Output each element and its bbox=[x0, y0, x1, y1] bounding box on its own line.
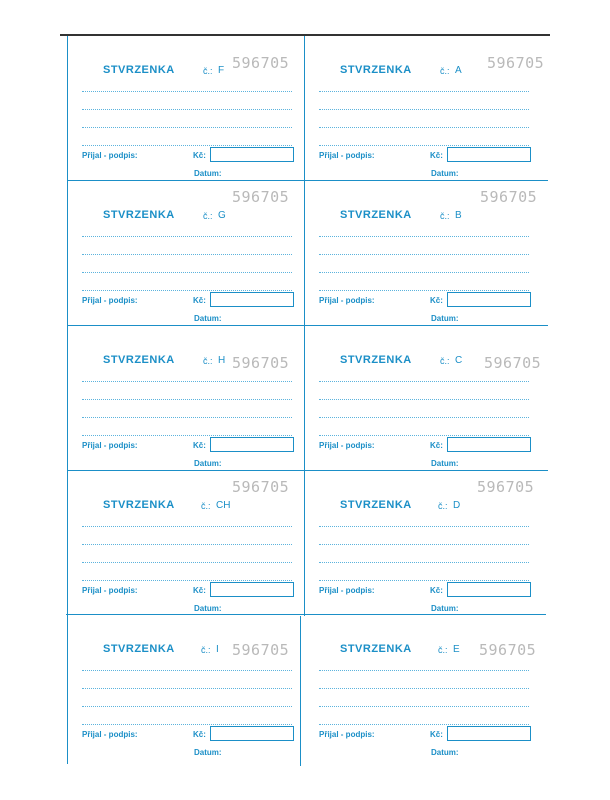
amount-label: Kč: bbox=[193, 151, 206, 160]
writing-line[interactable] bbox=[319, 272, 529, 273]
writing-line[interactable] bbox=[82, 109, 292, 110]
writing-line[interactable] bbox=[82, 580, 292, 581]
serial-number: 596705 bbox=[232, 188, 290, 206]
amount-label: Kč: bbox=[430, 441, 443, 450]
receipt-letter: C bbox=[455, 355, 463, 366]
writing-line[interactable] bbox=[82, 544, 292, 545]
number-label: č.: bbox=[440, 66, 450, 76]
amount-label: Kč: bbox=[193, 441, 206, 450]
writing-line[interactable] bbox=[319, 381, 529, 382]
received-signature-label: Přijal - podpis: bbox=[82, 730, 138, 739]
receipt-8 bbox=[70, 617, 300, 757]
serial-number: 596705 bbox=[479, 641, 537, 659]
date-label: Datum: bbox=[431, 748, 459, 757]
writing-line[interactable] bbox=[319, 435, 529, 436]
left-border bbox=[67, 36, 68, 764]
writing-line[interactable] bbox=[319, 254, 529, 255]
writing-line[interactable] bbox=[82, 145, 292, 146]
amount-label: Kč: bbox=[430, 730, 443, 739]
receipt-3 bbox=[307, 183, 537, 323]
received-signature-label: Přijal - podpis: bbox=[82, 151, 138, 160]
serial-number: 596705 bbox=[484, 354, 542, 372]
center-divider-lower bbox=[300, 616, 301, 766]
writing-line[interactable] bbox=[319, 706, 529, 707]
row-divider-4 bbox=[66, 614, 546, 615]
writing-line[interactable] bbox=[82, 399, 292, 400]
amount-label: Kč: bbox=[430, 296, 443, 305]
row-divider-3 bbox=[67, 470, 548, 471]
receipt-title: STVRZENKA bbox=[340, 643, 412, 655]
writing-line[interactable] bbox=[82, 417, 292, 418]
receipt-title: STVRZENKA bbox=[103, 643, 175, 655]
writing-line[interactable] bbox=[82, 688, 292, 689]
receipt-title: STVRZENKA bbox=[103, 354, 175, 366]
amount-field[interactable] bbox=[210, 147, 294, 162]
writing-line[interactable] bbox=[319, 670, 529, 671]
serial-number: 596705 bbox=[232, 478, 290, 496]
serial-number: 596705 bbox=[480, 188, 538, 206]
date-label: Datum: bbox=[194, 169, 222, 178]
writing-line[interactable] bbox=[82, 724, 292, 725]
row-divider-1 bbox=[68, 180, 548, 181]
receipt-4 bbox=[70, 328, 300, 468]
amount-label: Kč: bbox=[430, 586, 443, 595]
amount-field[interactable] bbox=[447, 292, 531, 307]
date-label: Datum: bbox=[431, 604, 459, 613]
date-label: Datum: bbox=[194, 748, 222, 757]
writing-line[interactable] bbox=[319, 127, 529, 128]
number-label: č.: bbox=[438, 501, 448, 511]
serial-number: 596705 bbox=[487, 54, 545, 72]
center-divider bbox=[304, 36, 305, 616]
receipt-title: STVRZENKA bbox=[340, 209, 412, 221]
received-signature-label: Přijal - podpis: bbox=[82, 441, 138, 450]
receipt-title: STVRZENKA bbox=[103, 209, 175, 221]
amount-label: Kč: bbox=[430, 151, 443, 160]
date-label: Datum: bbox=[431, 459, 459, 468]
row-divider-2 bbox=[67, 325, 548, 326]
date-label: Datum: bbox=[194, 314, 222, 323]
receipt-letter: I bbox=[216, 644, 219, 655]
number-label: č.: bbox=[438, 645, 448, 655]
receipt-1 bbox=[307, 38, 545, 178]
receipt-5 bbox=[307, 328, 542, 468]
amount-field[interactable] bbox=[447, 147, 531, 162]
amount-field[interactable] bbox=[447, 437, 531, 452]
receipt-title: STVRZENKA bbox=[340, 354, 412, 366]
writing-line[interactable] bbox=[82, 381, 292, 382]
writing-line[interactable] bbox=[319, 399, 529, 400]
writing-line[interactable] bbox=[319, 145, 529, 146]
receipt-letter: H bbox=[218, 355, 226, 366]
writing-line[interactable] bbox=[82, 526, 292, 527]
number-label: č.: bbox=[440, 356, 450, 366]
writing-line[interactable] bbox=[82, 91, 292, 92]
writing-line[interactable] bbox=[319, 580, 529, 581]
serial-number: 596705 bbox=[232, 641, 290, 659]
receipt-letter: E bbox=[453, 644, 460, 655]
number-label: č.: bbox=[201, 645, 211, 655]
receipt-letter: B bbox=[455, 210, 462, 221]
serial-number: 596705 bbox=[232, 54, 290, 72]
writing-line[interactable] bbox=[319, 544, 529, 545]
number-label: č.: bbox=[203, 356, 213, 366]
amount-field[interactable] bbox=[447, 582, 531, 597]
amount-field[interactable] bbox=[210, 726, 294, 741]
amount-field[interactable] bbox=[447, 726, 531, 741]
date-label: Datum: bbox=[431, 314, 459, 323]
writing-line[interactable] bbox=[82, 236, 292, 237]
received-signature-label: Přijal - podpis: bbox=[82, 586, 138, 595]
received-signature-label: Přijal - podpis: bbox=[82, 296, 138, 305]
writing-line[interactable] bbox=[82, 435, 292, 436]
number-label: č.: bbox=[201, 501, 211, 511]
receipt-6 bbox=[70, 473, 300, 613]
writing-line[interactable] bbox=[319, 417, 529, 418]
number-label: č.: bbox=[203, 66, 213, 76]
number-label: č.: bbox=[440, 211, 450, 221]
amount-label: Kč: bbox=[193, 730, 206, 739]
receipt-7 bbox=[307, 473, 537, 613]
amount-label: Kč: bbox=[193, 586, 206, 595]
receipt-letter: F bbox=[218, 65, 225, 76]
receipt-letter: G bbox=[218, 210, 226, 221]
date-label: Datum: bbox=[431, 169, 459, 178]
writing-line[interactable] bbox=[82, 706, 292, 707]
received-signature-label: Přijal - podpis: bbox=[319, 441, 375, 450]
writing-line[interactable] bbox=[82, 562, 292, 563]
amount-field[interactable] bbox=[210, 582, 294, 597]
writing-line[interactable] bbox=[82, 127, 292, 128]
writing-line[interactable] bbox=[319, 236, 529, 237]
writing-line[interactable] bbox=[82, 670, 292, 671]
writing-line[interactable] bbox=[82, 290, 292, 291]
writing-line[interactable] bbox=[82, 272, 292, 273]
writing-line[interactable] bbox=[319, 724, 529, 725]
writing-line[interactable] bbox=[319, 91, 529, 92]
writing-line[interactable] bbox=[319, 526, 529, 527]
receipt-letter: A bbox=[455, 65, 462, 76]
received-signature-label: Přijal - podpis: bbox=[319, 730, 375, 739]
writing-line[interactable] bbox=[319, 688, 529, 689]
received-signature-label: Přijal - podpis: bbox=[319, 586, 375, 595]
number-label: č.: bbox=[203, 211, 213, 221]
amount-field[interactable] bbox=[210, 292, 294, 307]
receipt-title: STVRZENKA bbox=[103, 64, 175, 76]
writing-line[interactable] bbox=[319, 562, 529, 563]
received-signature-label: Přijal - podpis: bbox=[319, 151, 375, 160]
amount-field[interactable] bbox=[210, 437, 294, 452]
serial-number: 596705 bbox=[232, 354, 290, 372]
serial-number: 596705 bbox=[477, 478, 535, 496]
receipt-title: STVRZENKA bbox=[340, 64, 412, 76]
writing-line[interactable] bbox=[82, 254, 292, 255]
receipt-letter: D bbox=[453, 500, 461, 511]
writing-line[interactable] bbox=[319, 290, 529, 291]
received-signature-label: Přijal - podpis: bbox=[319, 296, 375, 305]
date-label: Datum: bbox=[194, 459, 222, 468]
receipt-title: STVRZENKA bbox=[103, 499, 175, 511]
receipt-letter: CH bbox=[216, 500, 231, 511]
receipt-9 bbox=[307, 617, 537, 757]
date-label: Datum: bbox=[194, 604, 222, 613]
amount-label: Kč: bbox=[193, 296, 206, 305]
receipt-title: STVRZENKA bbox=[340, 499, 412, 511]
writing-line[interactable] bbox=[319, 109, 529, 110]
receipt-0 bbox=[70, 38, 300, 178]
receipt-2 bbox=[70, 183, 300, 323]
